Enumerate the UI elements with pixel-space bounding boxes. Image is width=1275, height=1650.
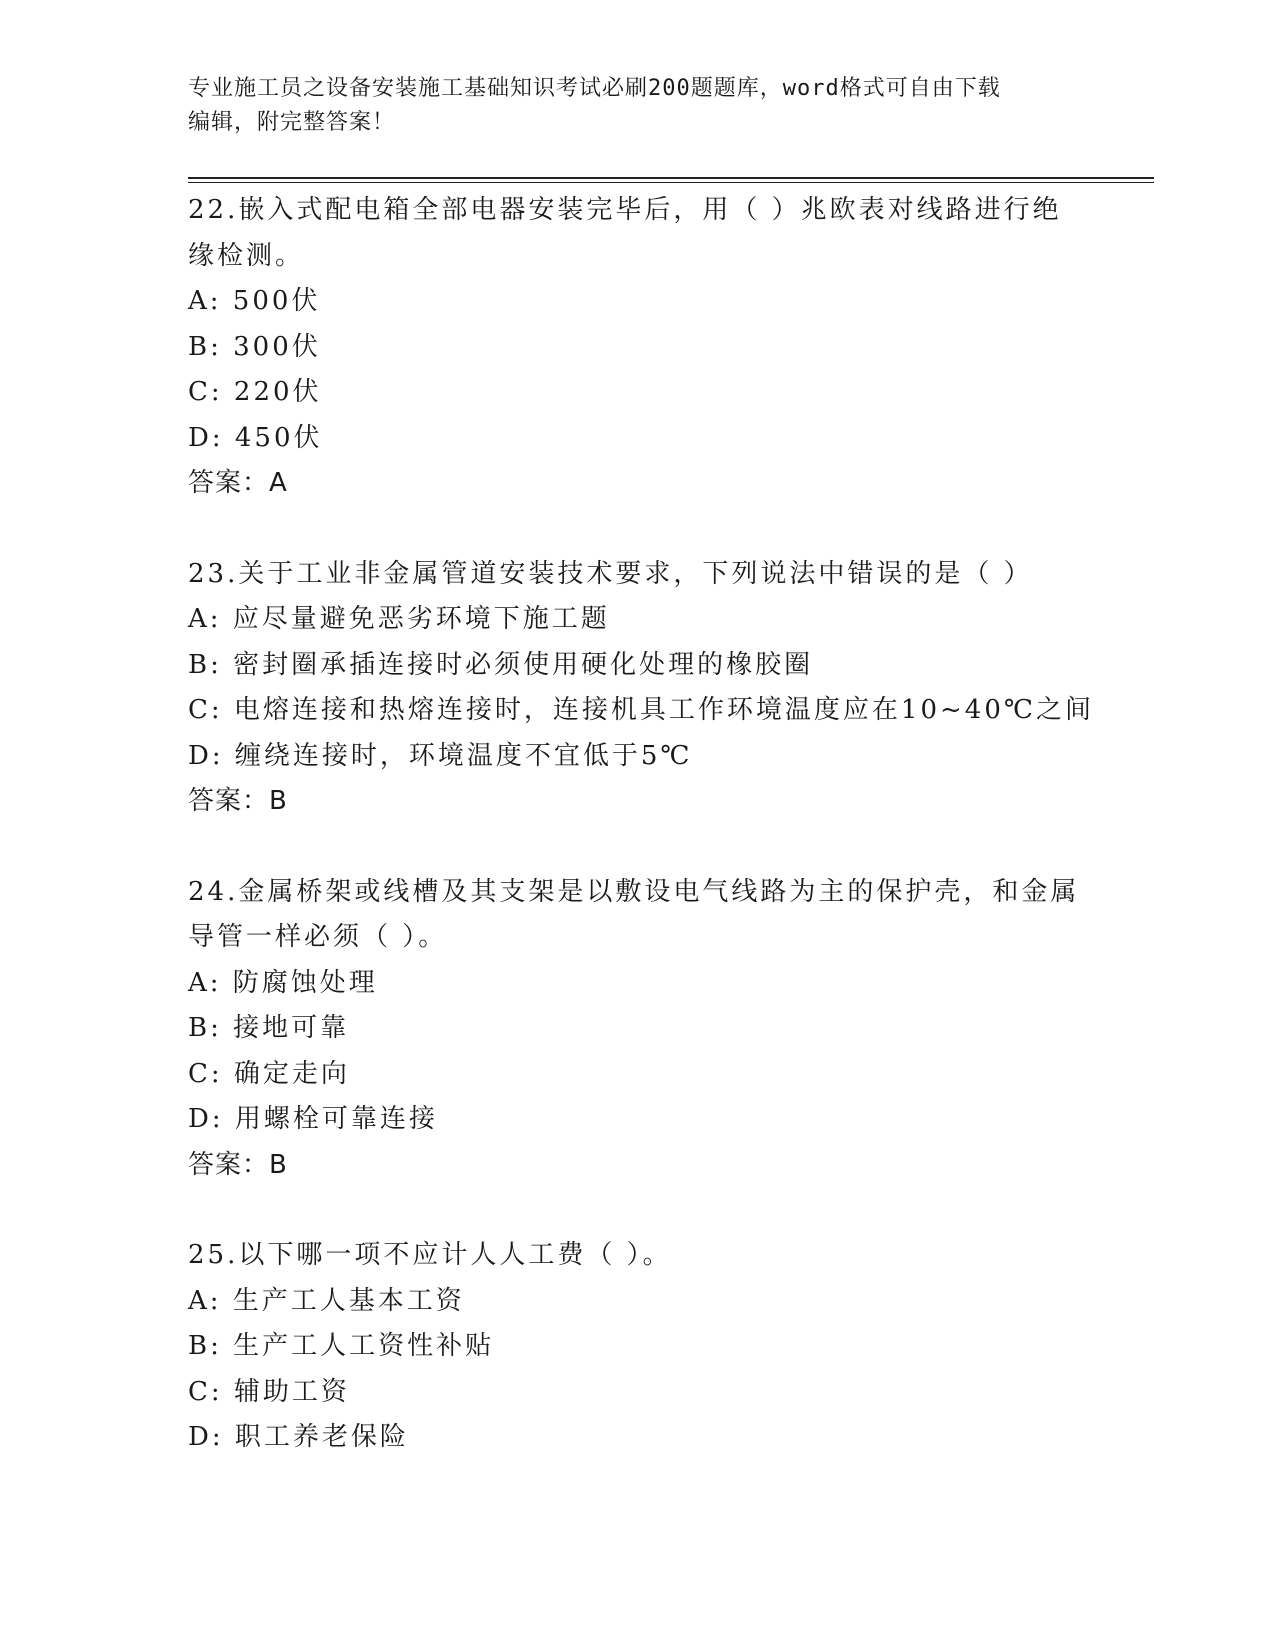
option-d: D: 缠绕连接时，环境温度不宜低于5℃ bbox=[188, 740, 693, 771]
option-b: B: 生产工人工资性补贴 bbox=[188, 1331, 495, 1361]
question-23 bbox=[188, 552, 1094, 825]
option-b: B: 密封圈承插连接时必须使用硬化处理的橡胶圈 bbox=[188, 649, 814, 680]
header-line-2: 编辑，附完整答案！ bbox=[188, 110, 396, 135]
option-a: A: 应尽量避免恶劣环境下施工题 bbox=[188, 604, 610, 634]
answer-label: 答案：B bbox=[188, 1149, 288, 1180]
option-c: C: 辅助工资 bbox=[188, 1376, 350, 1407]
question-24 bbox=[188, 870, 1088, 1189]
question-stem-line: 23.关于工业非金属管道安装技术要求，下列说法中错误的是（ ） bbox=[188, 558, 1033, 589]
question-stem-line: 导管一样必须（ ）。 bbox=[188, 922, 448, 952]
question-list bbox=[188, 188, 1094, 1506]
question-25 bbox=[188, 1233, 1088, 1461]
document-header bbox=[188, 72, 1088, 140]
option-d: D: 职工养老保险 bbox=[188, 1422, 409, 1452]
option-a: A: 防腐蚀处理 bbox=[188, 967, 378, 998]
question-stem-line: 24.金属桥架或线槽及其支架是以敷设电气线路为主的保护壳，和金属 bbox=[188, 876, 1080, 907]
option-d: D: 450伏 bbox=[188, 422, 323, 453]
answer-label: 答案：B bbox=[188, 786, 288, 816]
header-line-1: 专业施工员之设备安装施工基础知识考试必刷200题题库，word格式可自由下载 bbox=[188, 76, 1001, 101]
option-b: B: 300伏 bbox=[188, 331, 321, 362]
question-stem-line: 缘检测。 bbox=[188, 240, 305, 271]
header-divider-thin bbox=[188, 182, 1154, 183]
option-a: A: 500伏 bbox=[188, 286, 321, 316]
question-stem-line: 22.嵌入式配电箱全部电器安装完毕后，用（ ）兆欧表对线路进行绝 bbox=[188, 195, 1062, 225]
answer-label: 答案：A bbox=[188, 468, 288, 498]
question-stem-line: 25.以下哪一项不应计人人工费（ ）。 bbox=[188, 1240, 672, 1270]
option-c: C: 220伏 bbox=[188, 377, 322, 407]
option-c: C: 电熔连接和热熔连接时，连接机具工作环境温度应在10~40℃之间 bbox=[188, 695, 1094, 725]
option-b: B: 接地可靠 bbox=[188, 1013, 350, 1043]
question-22 bbox=[188, 188, 1088, 507]
option-a: A: 生产工人基本工资 bbox=[188, 1285, 465, 1316]
option-d: D: 用螺栓可靠连接 bbox=[188, 1104, 438, 1134]
header-divider-thick bbox=[188, 177, 1154, 179]
option-c: C: 确定走向 bbox=[188, 1058, 350, 1089]
